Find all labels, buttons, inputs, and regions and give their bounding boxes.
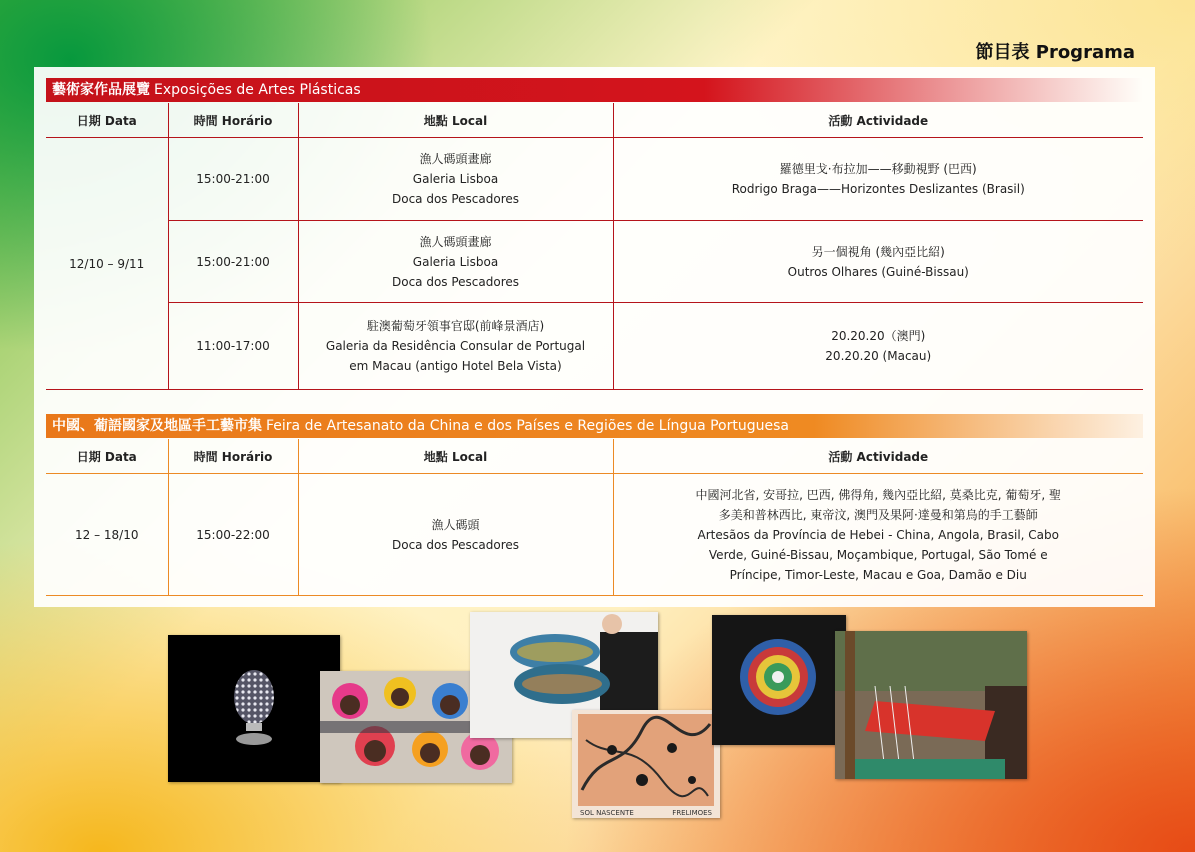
activity-line: 另一個視角 (幾內亞比紹) xyxy=(811,244,945,259)
location-cell xyxy=(298,303,613,390)
time-cell: 15:00-22:00 xyxy=(168,474,298,596)
table-row xyxy=(46,138,1143,221)
location-line: 漁人碼頭 xyxy=(431,517,480,532)
section-title-zh: 中國、葡語國家及地區手工藝市集 xyxy=(52,418,262,434)
location-cell xyxy=(298,138,613,221)
activity-line: 20.20.20（澳門) xyxy=(831,329,926,343)
weaving-illustration xyxy=(835,631,1027,779)
table-row xyxy=(46,474,1143,596)
activity-line: Príncipe, Timor-Leste, Macau e Goa, Damão e Diu xyxy=(729,567,1027,582)
location-line: 駐澳葡萄牙領事官邸(前峰景酒店) xyxy=(366,319,545,333)
column-header-date: 日期 Data xyxy=(46,439,168,474)
table-row xyxy=(46,303,1143,390)
activity-cell xyxy=(613,303,1143,390)
mandala-illustration xyxy=(712,615,846,745)
photo-painting xyxy=(572,710,720,818)
location-line: Galeria da Residência Consular de Portugal xyxy=(325,339,586,353)
table-header-row xyxy=(46,439,1143,474)
table-row xyxy=(46,221,1143,303)
activity-line: 中國河北省, 安哥拉, 巴西, 佛得角, 幾內亞比紹, 莫桑比克, 葡萄牙, 聖 xyxy=(695,487,1061,502)
activity-line: 20.20.20 (Macau) xyxy=(825,349,932,363)
column-header-time: 時間 Horário xyxy=(168,439,298,474)
column-header-time: 時間 Horário xyxy=(168,103,298,138)
painting-caption-right: FRELIMOES xyxy=(672,809,712,817)
section-header-exhibitions xyxy=(46,78,1143,102)
exhibitions-table xyxy=(46,103,1143,390)
date-cell: 12/10 – 9/11 xyxy=(46,138,168,390)
activity-line: Artesãos da Província de Hebei - China, Angola, Brasil, Cabo xyxy=(697,527,1059,542)
location-line: Galeria Lisboa xyxy=(412,254,499,269)
location-line: Galeria Lisboa xyxy=(412,172,499,186)
egg-illustration xyxy=(168,635,340,782)
location-line: 漁人碼頭畫廊 xyxy=(419,152,492,166)
location-line: em Macau (antigo Hotel Bela Vista) xyxy=(349,359,562,373)
location-cell xyxy=(298,221,613,303)
time-cell: 15:00-21:00 xyxy=(168,221,298,303)
time-cell: 15:00-21:00 xyxy=(168,138,298,221)
date-cell: 12 – 18/10 xyxy=(46,474,168,596)
activity-cell xyxy=(613,138,1143,221)
location-line: 漁人碼頭畫廊 xyxy=(419,234,492,249)
location-line: Doca dos Pescadores xyxy=(391,192,520,206)
activity-cell xyxy=(613,221,1143,303)
section-title-zh: 藝術家作品展覽 xyxy=(52,82,150,98)
location-line: Doca dos Pescadores xyxy=(391,274,520,289)
page-title: 節目表 Programa xyxy=(975,42,1135,63)
location-cell xyxy=(298,474,613,596)
column-header-location: 地點 Local xyxy=(298,103,613,138)
activity-cell xyxy=(613,474,1143,596)
column-header-date: 日期 Data xyxy=(46,103,168,138)
activity-line: Verde, Guiné-Bissau, Moçambique, Portugal, São Tomé e xyxy=(708,547,1048,562)
column-header-activity: 活動 Actividade xyxy=(613,103,1143,138)
section-title-pt: Exposições de Artes Plásticas xyxy=(154,82,361,98)
craft-fair-table xyxy=(46,439,1143,596)
column-header-location: 地點 Local xyxy=(298,439,613,474)
activity-line: 羅德里戈·布拉加——移動視野 (巴西) xyxy=(779,162,977,176)
section-header-craft-fair xyxy=(46,414,1143,438)
activity-line: Rodrigo Braga——Horizontes Deslizantes (Brasil) xyxy=(731,182,1025,196)
photo-weaving xyxy=(835,631,1027,779)
painting-caption-left: SOL NASCENTE xyxy=(580,809,634,817)
section-title-pt: Feira de Artesanato da China e dos Países e Regiões de Língua Portuguesa xyxy=(266,418,789,434)
location-line: Doca dos Pescadores xyxy=(391,537,520,552)
column-header-activity: 活動 Actividade xyxy=(613,439,1143,474)
time-cell: 11:00-17:00 xyxy=(168,303,298,390)
painting-illustration xyxy=(572,710,720,818)
photo-decorated-egg xyxy=(168,635,340,782)
photo-mandala xyxy=(712,615,846,745)
table-header-row xyxy=(46,103,1143,138)
activity-line: Outros Olhares (Guiné-Bissau) xyxy=(787,264,969,279)
activity-line: 多美和普林西比, 東帝汶, 澳門及果阿·達曼和第烏的手工藝師 xyxy=(718,507,1038,522)
